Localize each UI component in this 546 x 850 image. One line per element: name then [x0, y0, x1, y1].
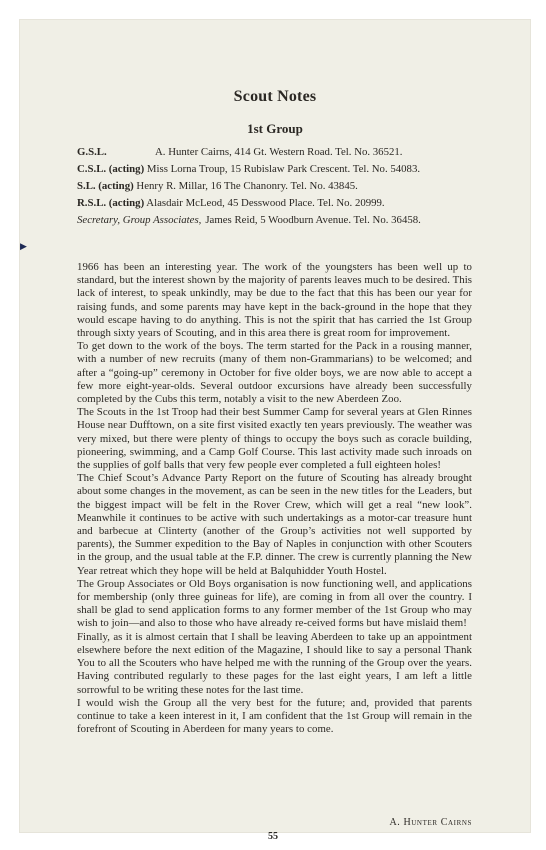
officer-row	[77, 178, 517, 195]
officer-role: S.L. (acting)	[77, 180, 134, 192]
page-title: Scout Notes	[233, 88, 317, 105]
section-subtitle: 1st Group	[247, 121, 303, 136]
page-sheet	[20, 20, 530, 832]
paragraph: The Chief Scout’s Advance Party Report on the future of Scouting has already brought about some changes in the movement, as can be seen in the new titles for the Leaders, but the biggest impact will be felt in the Rover Crew, which will get a real “new look”. Meanwhile it continues to be active with such undertakings as a motor-car treasure hunt and barbecue at Clinterty (another of the Group’s activities not well supported by parents), the Summer expedition to the Bay of Naples in conjunction with other Scouters in the group, and the usual table at the F.P. dinner. The crew is currently planning the New Year retreat which they hope will be held at Balquhidder Youth Hostel.	[77, 472, 472, 577]
article-body	[77, 261, 472, 736]
officer-row	[77, 144, 517, 161]
paragraph: 1966 has been an interesting year. The work of the youngsters has been well up to standard, but the interest shown by the majority of parents leaves much to be desired. This lack of interest, to speak unkindly, may be due to the fact that this has been our year for raising funds, and some parents may have kept in the back-ground in the hope that they would escape having to do anything. This is not the spirit that has carried the 1st Group through sixty years of Scouting, and in this area there is great room for improvement.	[77, 261, 472, 340]
paragraph: Finally, as it is almost certain that I shall be leaving Aberdeen to take up an appointment elsewhere before the next edition of the Magazine, I should like to say a personal Thank You to all the Scouters who have helped me with the running of the Group over the years. Having contributed regularly to these pages for the last eight years, I am left a little sorrowful to be writing these notes for the last time.	[77, 630, 472, 696]
officers-list	[77, 144, 517, 229]
officer-details: A. Hunter Cairns, 414 Gt. Western Road. Tel. No. 36521.	[155, 146, 403, 158]
paragraph: I would wish the Group all the very best for the future; and, provided that parents continue to take a keen interest in it, I am confident that the 1st Group will remain in the forefront of Scouting in Aberdeen for many years to come.	[77, 696, 472, 736]
officer-details: Miss Lorna Troup, 15 Rubislaw Park Crescent. Tel. No. 54083.	[146, 163, 421, 175]
officer-row	[77, 195, 517, 212]
author-signature: A. Hunter Cairns	[389, 817, 472, 828]
officer-row	[77, 161, 517, 178]
paragraph: To get down to the work of the boys. The term started for the Pack in a rousing manner, with a number of new recruits (many of them non-Grammarians) to be welcomed; and after a “going-up” ceremony in October for five older boys, we are now able to accept a few more eight-year-olds. Several outdoor excursions have already been successfully completed by the Cubs this term, notably a visit to the new Aberdeen Zoo.	[77, 340, 472, 406]
page-number: 55	[268, 831, 278, 842]
officer-role: R.S.L. (acting)	[77, 197, 145, 209]
officer-role: C.S.L. (acting)	[77, 163, 145, 175]
officer-role: G.S.L.	[77, 146, 107, 158]
officer-details: Alasdair McLeod, 45 Desswood Place. Tel. No. 20999.	[146, 197, 385, 209]
officer-row	[77, 212, 517, 229]
paragraph: The Scouts in the 1st Troop had their best Summer Camp for several years at Glen Rinnes House near Dufftown, on a site first visited exactly ten years previously. The weather was very mixed, but there were plenty of things to occupy the boys such as coracle building, pioneering, swimming, and a Camp Golf Course. This last activity made such inroads on the supplies of golf balls that very few people ever completed a full eighteen holes!	[77, 406, 472, 472]
officer-details: James Reid, 5 Woodburn Avenue. Tel. No. 36458.	[205, 214, 421, 226]
paragraph: The Group Associates or Old Boys organisation is now functioning well, and applications for membership (only three guineas for life), are coming in from all over the country. I shall be glad to send application forms to any former member of the 1st Group who may wish to join—and also to those who have already re-ceived forms but have mislaid them!	[77, 577, 472, 630]
officer-role: Secretary, Group Associates,	[77, 214, 202, 226]
margin-arrow-mark: ▶	[20, 241, 27, 251]
officer-details: Henry R. Millar, 16 The Chanonry. Tel. No. 43845.	[136, 180, 358, 192]
